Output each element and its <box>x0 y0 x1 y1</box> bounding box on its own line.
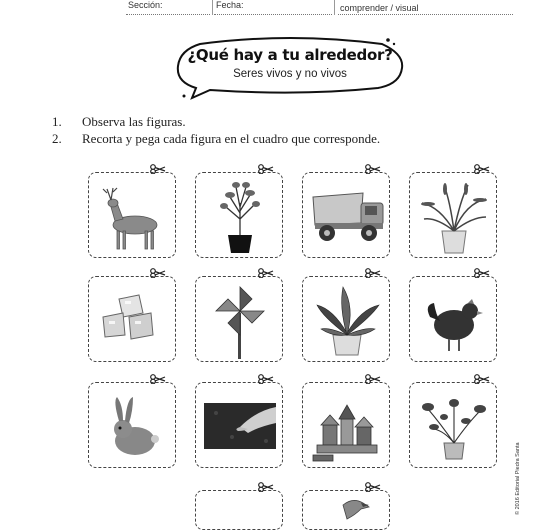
instruction-text: Recorta y pega cada figura en el cuadro que corresponde. <box>82 131 381 146</box>
competencia-label: comprender / visual <box>340 3 419 13</box>
cutout-card-rabbit[interactable] <box>88 382 176 468</box>
fecha-label: Fecha: <box>216 0 244 10</box>
toy-truck-icon <box>303 173 391 259</box>
instruction-2 <box>52 131 380 147</box>
page-subtitle: Seres vivos y no vivos <box>233 68 347 80</box>
potted-palm-icon <box>410 173 498 259</box>
scissors-icon <box>474 268 490 278</box>
copyright-text: © 2016 Editorial Piedra Santa <box>515 442 521 515</box>
cutout-card-pinwheel[interactable] <box>195 276 283 362</box>
instruction-number: 2. <box>52 131 62 146</box>
scissors-icon <box>474 164 490 174</box>
page-title: ¿Qué hay a tu alrededor? <box>187 46 393 64</box>
cutout-card-partial[interactable] <box>195 490 283 530</box>
copyright-notice <box>515 435 527 515</box>
scissors-icon <box>258 374 274 384</box>
scissors-icon <box>150 268 166 278</box>
potted-plant-icon <box>303 277 391 363</box>
scissors-icon <box>258 268 274 278</box>
cutout-card-hand-planting-seed[interactable] <box>195 382 283 468</box>
scissors-icon <box>365 374 381 384</box>
seccion-label: Sección: <box>128 0 163 10</box>
hen-icon <box>410 277 498 363</box>
scissors-icon <box>258 482 274 492</box>
cutout-card-flowering-plant[interactable] <box>409 382 497 468</box>
header-separator <box>334 0 335 15</box>
scissors-icon <box>258 164 274 174</box>
scissors-icon <box>150 164 166 174</box>
eagle-icon <box>303 491 391 531</box>
fecha-line <box>214 14 332 15</box>
scissors-icon <box>365 164 381 174</box>
competencia-line <box>338 14 513 15</box>
potted-tree-icon <box>196 173 284 259</box>
cutout-card-potted-palm[interactable] <box>409 172 497 258</box>
worksheet-header <box>0 0 550 16</box>
ice-cubes-icon <box>89 277 177 363</box>
instruction-text: Observa las figuras. <box>82 114 186 129</box>
toy-blocks-icon <box>303 383 391 469</box>
header-separator <box>212 0 213 15</box>
title-bubble <box>170 36 410 100</box>
pinwheel-icon <box>196 277 284 363</box>
cutout-card-eagle[interactable] <box>302 490 390 530</box>
cutout-card-deer[interactable] <box>88 172 176 258</box>
hand-planting-seed-icon <box>196 383 284 469</box>
flowering-plant-icon <box>410 383 498 469</box>
cutout-card-hen[interactable] <box>409 276 497 362</box>
cutout-card-ice-cubes[interactable] <box>88 276 176 362</box>
rabbit-icon <box>89 383 177 469</box>
scissors-icon <box>150 374 166 384</box>
cutout-card-potted-tree[interactable] <box>195 172 283 258</box>
instruction-number: 1. <box>52 114 62 129</box>
cutout-card-potted-plant[interactable] <box>302 276 390 362</box>
scissors-icon <box>365 482 381 492</box>
seccion-line <box>126 14 210 15</box>
instruction-1 <box>52 114 186 130</box>
cutout-card-toy-blocks[interactable] <box>302 382 390 468</box>
deer-icon <box>89 173 177 259</box>
scissors-icon <box>365 268 381 278</box>
cutout-card-toy-truck[interactable] <box>302 172 390 258</box>
scissors-icon <box>474 374 490 384</box>
